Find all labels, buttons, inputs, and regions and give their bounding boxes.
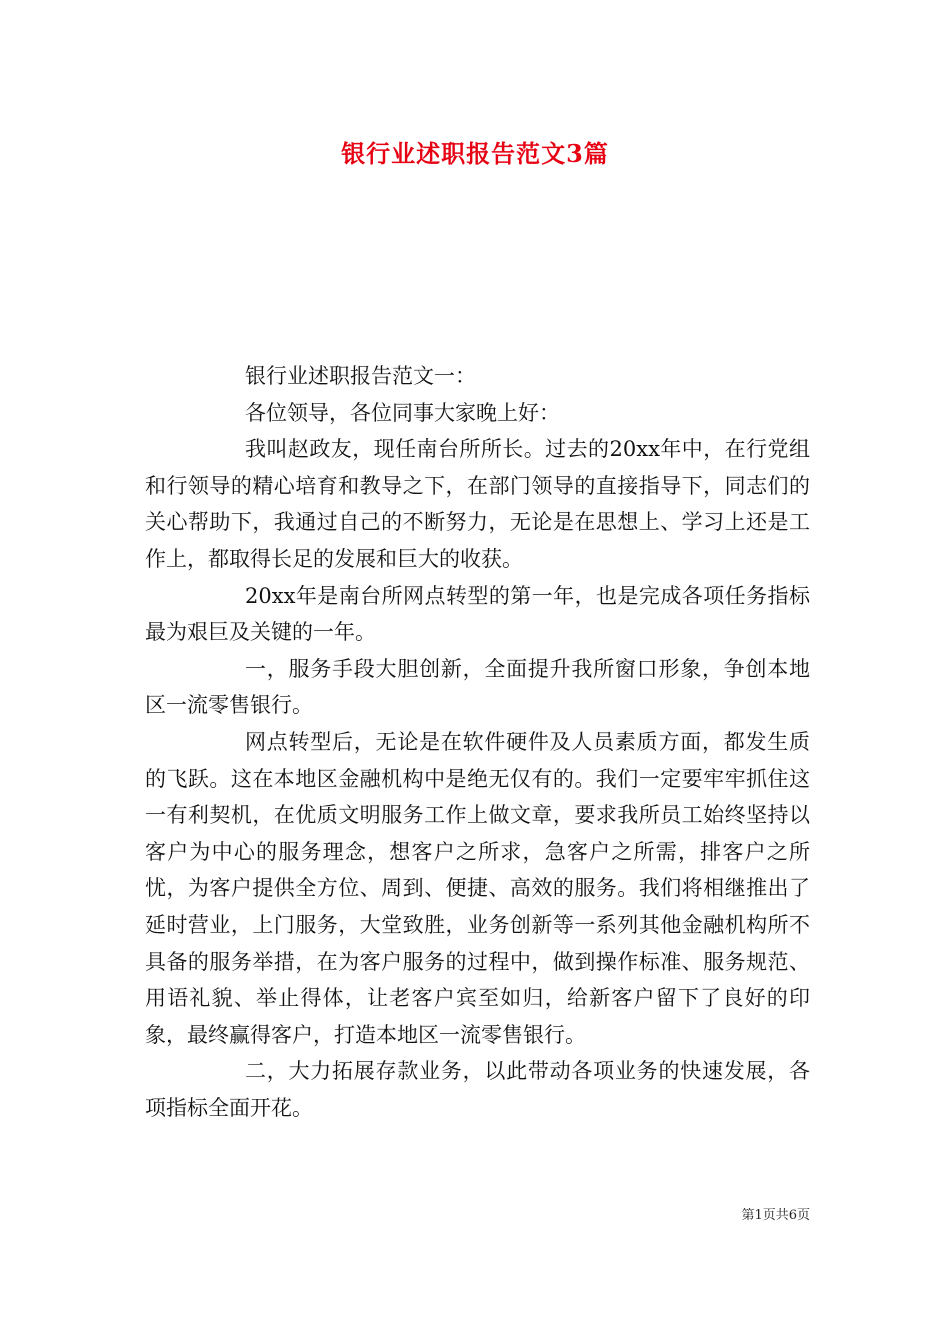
paragraph-point-one: 一，服务手段大胆创新，全面提升我所窗口形象，争创本地区一流零售银行。 [145,656,810,718]
paragraph-service: 网点转型后，无论是在软件硬件及人员素质方面，都发生质的飞跃。这在本地区金融机构中是绝无仅有的。我们一定要牢牢抓住这一有利契机，在优质文明服务工作上做文章，要求我所员工始终坚持以客户为中心的服务理念，想客户之所求，急客户之所需，排客户之所忧，为客户提供全方位、周到、便捷、高效的服务。我们将相继推出了延时营业，上门服务，大堂致胜，业务创新等一系列其他金融机构所不具备的服务举措，在为客户服务的过程中，做到操作标准、服务规范、用语礼貌、举止得体，让老客户宾至如归，给新客户留下了良好的印象，最终赢得客户，打造本地区一流零售银行。 [145,729,810,1047]
paragraph-heading: 银行业述职报告范文一： [245,364,476,388]
paragraph-year-summary: 20xx年是南台所网点转型的第一年，也是完成各项任务指标最为艰巨及关键的一年。 [145,583,810,645]
paragraph-greeting: 各位领导，各位同事大家晚上好： [245,400,560,425]
document-title: 银行业述职报告范文3篇 [341,139,609,168]
page-number: 第1页共6页 [741,1208,810,1223]
document-body [145,358,810,1126]
paragraph-point-two: 二，大力拓展存款业务，以此带动各项业务的快速发展，各项指标全面开花。 [145,1059,810,1120]
paragraph-intro: 我叫赵政友，现任南台所所长。过去的20xx年中，在行党组和行领导的精心培育和教导之下，在部门领导的直接指导下，同志们的关心帮助下，我通过自己的不断努力，无论是在思想上、学习上还是工作上，都取得长足的发展和巨大的收获。 [145,437,810,571]
